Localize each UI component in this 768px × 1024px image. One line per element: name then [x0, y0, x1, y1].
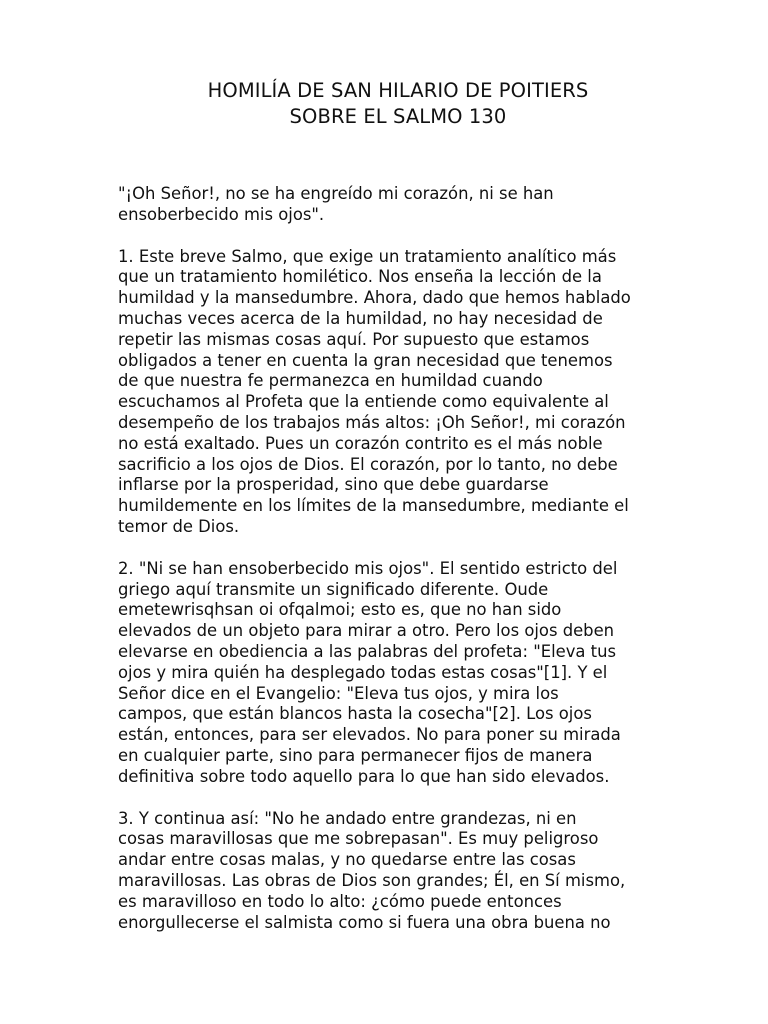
text-line: no está exaltado. Pues un corazón contrito es el más noble [118, 433, 603, 453]
text-line: "¡Oh Señor!, no se ha engreído mi corazón, ni se han [118, 184, 554, 203]
text-line: humildad y la mansedumbre. Ahora, dado que hemos hablado [118, 288, 631, 308]
text-line: 1. Este breve Salmo, que exige un tratamiento analítico más [118, 246, 617, 266]
text-line: cosas maravillosas que me sobrepasan". Es muy peligroso [118, 829, 599, 849]
text-line: es maravilloso en todo lo alto: ¿cómo puede entonces [118, 891, 562, 911]
text-line: obligados a tener en cuenta la gran necesidad que tenemos [118, 350, 613, 370]
text-line: inflarse por la prosperidad, sino que debe guardarse [118, 475, 549, 495]
text-line: elevarse en obediencia a las palabras del profeta: "Eleva tus [118, 641, 617, 661]
text-line: definitiva sobre todo aquello para lo que han sido elevados. [118, 766, 610, 786]
text-line: ensoberbecido mis ojos". [118, 204, 325, 224]
text-line: griego aquí transmite un significado diferente. Oude [118, 579, 549, 599]
text-line: de que nuestra fe permanezca en humildad cuando [118, 371, 543, 391]
paragraph-1 [118, 247, 678, 538]
text-line: están, entonces, para ser elevados. No para poner su mirada [118, 725, 621, 745]
text-line: maravillosas. Las obras de Dios son grandes; Él, en Sí mismo, [118, 870, 626, 890]
paragraph-opening-quote [118, 184, 678, 226]
text-line: ojos y mira quién ha desplegado todas estas cosas"[1]. Y el [118, 662, 608, 682]
text-line: enorgullecerse el salmista como si fuera una obra buena no [118, 912, 611, 932]
text-line: muchas veces acerca de la humildad, no hay necesidad de [118, 308, 603, 328]
text-line: escuchamos al Profeta que la entiende como equivalente al [118, 392, 609, 412]
text-line: Señor dice en el Evangelio: "Eleva tus ojos, y mira los [118, 683, 559, 703]
title-line: SOBRE EL SALMO 130 [289, 105, 507, 128]
text-line: humildemente en los límites de la mansedumbre, mediante el [118, 496, 629, 516]
text-line: campos, que están blancos hasta la cosecha"[2]. Los ojos [118, 704, 592, 724]
text-line: andar entre cosas malas, y no quedarse entre las cosas [118, 850, 576, 870]
text-line: en cualquier parte, sino para permanecer fijos de manera [118, 745, 593, 765]
text-line: emetewrisqhsan oi ofqalmoi; esto es, que no han sido [118, 600, 562, 620]
document-body [118, 184, 678, 933]
text-line: temor de Dios. [118, 516, 240, 536]
title-line: HOMILÍA DE SAN HILARIO DE POITIERS [207, 79, 589, 102]
paragraph-2 [118, 559, 678, 788]
text-line: desempeño de los trabajos más altos: ¡Oh Señor!, mi corazón [118, 412, 626, 432]
text-line: sacrificio a los ojos de Dios. El corazón, por lo tanto, no debe [118, 454, 618, 474]
text-line: elevados de un objeto para mirar a otro. Pero los ojos deben [118, 621, 615, 641]
text-line: 3. Y continua así: "No he andado entre grandezas, ni en [118, 808, 577, 828]
text-line: 2. "Ni se han ensoberbecido mis ojos". El sentido estricto del [118, 558, 618, 578]
text-line: que un tratamiento homilético. Nos enseña la lección de la [118, 267, 602, 287]
document-title [118, 78, 678, 130]
text-line: repetir las mismas cosas aquí. Por supuesto que estamos [118, 329, 590, 349]
paragraph-3 [118, 809, 678, 934]
